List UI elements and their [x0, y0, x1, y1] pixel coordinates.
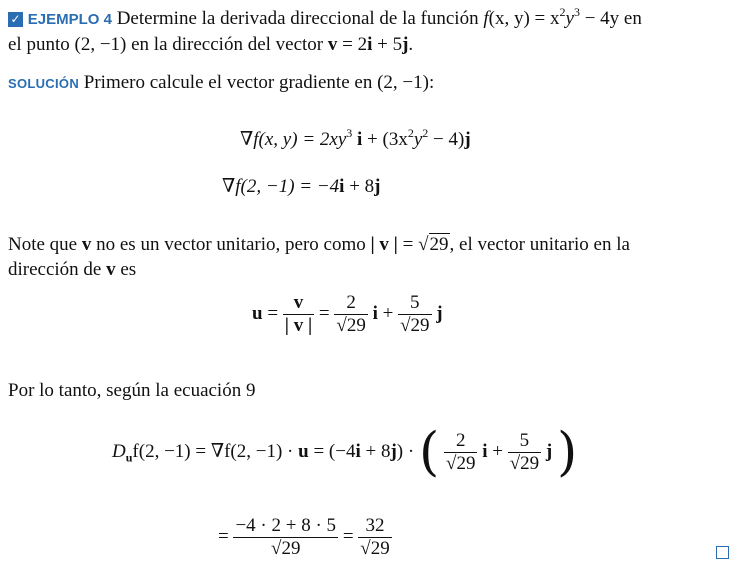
- check-box-icon: ✓: [8, 12, 23, 27]
- end-of-proof-box-icon: [716, 546, 729, 559]
- fraction-32-over-root29: $\frac{32}{√29}$: [360, 515, 390, 559]
- therefore-line: Por lo tanto, según la ecuación 9: [8, 380, 256, 401]
- directional-derivative-equation: $D_uf(2$, −1) = ∇f(2, −1) · u = (−4i + 8j) · ( $\frac{2}{√29}$ i + $\frac{5}{√29}$ j ): [112, 422, 578, 483]
- gradient-at-point: ∇f(2, −1) = −4i + 8j: [222, 176, 381, 197]
- note-line2: dirección de v es: [8, 259, 137, 280]
- final-result-equation: = $\frac{-4 \cdot 2 + 8 \cdot 5}{√29}$ = $\frac{32}{√29}$: [218, 515, 390, 559]
- function-args: (x, $y) = x^2y^3 - 4y$ en: [488, 5, 642, 29]
- function-name: f: [483, 8, 489, 29]
- note-line1: Note que v no es un vector unitario, pero como | v | = √29, el vector unitario en la: [8, 234, 630, 255]
- example-label: EJEMPLO 4: [27, 11, 112, 28]
- solution-label: SOLUCIÓN: [8, 76, 80, 91]
- fraction-numerator-expression: $\frac{-4 \cdot 2 + 8 \cdot 5}{√29}$: [235, 515, 337, 559]
- example-header-line2: el punto (2, −1) en la dirección del vector v = 2i + 5j.: [8, 34, 414, 55]
- example-intro: Determine la derivada direccional de la función: [116, 8, 479, 29]
- fraction-5-over-root29: $\frac{5}{√29}$: [400, 292, 430, 336]
- fraction-2-over-root29: $\frac{2}{√29}$: [336, 292, 366, 336]
- solution-text: Primero calcule el vector gradiente en (2, −1):: [83, 72, 435, 93]
- unit-vector-equation: u = $\frac{v}{| v |}$ = $\frac{2}{√29}$ i + $\frac{5}{√29}$ j: [252, 292, 443, 336]
- solution-line: [8, 72, 434, 94]
- example-header: [8, 5, 642, 30]
- gradient-equation: ∇f(x, $y) = 2xy^3$ $i + (3x^2y^2 - 4)j$: [240, 126, 471, 150]
- fraction-v-over-norm: $\frac{v}{| v |}$: [284, 292, 313, 336]
